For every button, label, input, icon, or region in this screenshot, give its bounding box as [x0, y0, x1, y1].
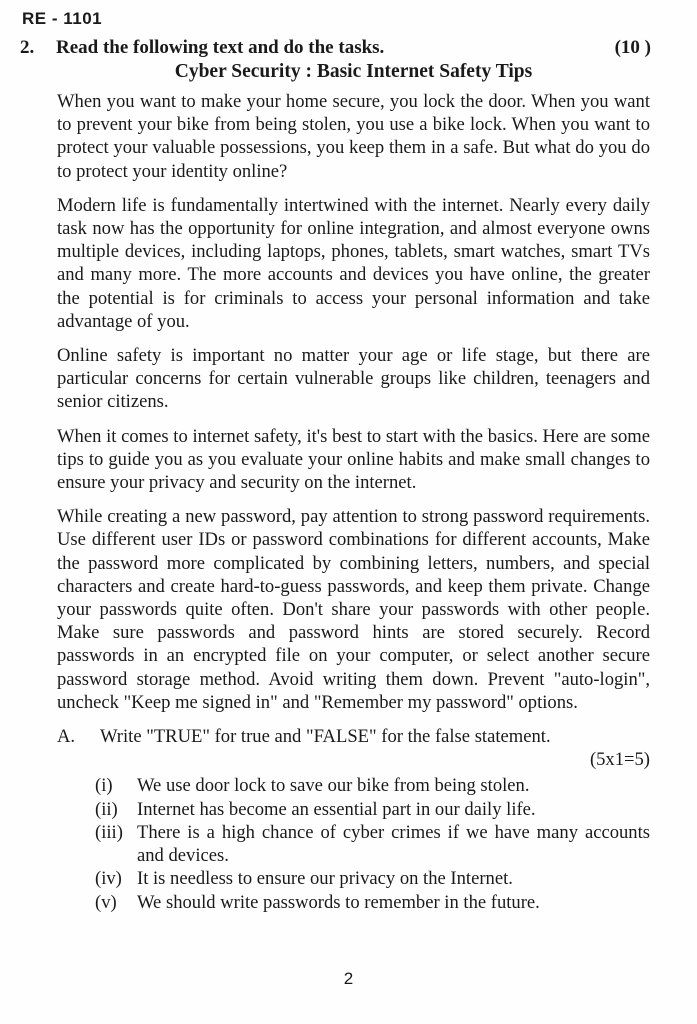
item-numeral: (iv): [95, 868, 122, 890]
question-content: [57, 60, 650, 914]
page-number: 2: [343, 969, 354, 988]
true-false-list: [57, 774, 650, 913]
list-item: [95, 891, 650, 914]
item-text: It is needless to ensure our privacy on the Internet.: [137, 868, 513, 890]
item-text: Internet has become an essential part in our daily life.: [137, 798, 536, 820]
item-numeral: (v): [95, 891, 117, 913]
item-text: There is a high chance of cyber crimes if we have many accounts and devices.: [137, 821, 650, 867]
item-numeral: (ii): [95, 798, 118, 820]
question-header: [20, 36, 651, 59]
list-item: [95, 867, 650, 890]
list-item: [95, 798, 650, 821]
list-item: [95, 821, 650, 867]
item-text: We should write passwords to remember in the future.: [137, 891, 540, 913]
passage-paragraph: When you want to make your home secure, you lock the door. When you want to prevent your bike from being stolen, you use a bike lock. When you want to protect your valuable possessions, you keep them in a safe. But what do you do to protect your identity online?: [57, 91, 650, 182]
passage-paragraph: When it comes to internet safety, it's best to start with the basics. Here are some tips to guide you as you evaluate your online habits and make small changes to ensure your privacy and security on the internet.: [57, 425, 650, 494]
question-instruction: Read the following text and do the tasks.: [56, 37, 385, 58]
item-numeral: (iii): [95, 821, 123, 843]
reading-passage: [57, 90, 650, 714]
paper-code: RE - 1101: [22, 9, 103, 28]
task-a-marks: (5x1=5): [589, 749, 650, 771]
item-numeral: (i): [95, 775, 113, 797]
passage-paragraph: Online safety is important no matter your age or life stage, but there are particular concerns for certain vulnerable groups like children, teenagers and senior citizens.: [57, 345, 650, 413]
question-number: 2.: [20, 37, 35, 58]
passage-title: Cyber Security : Basic Internet Safety Tips: [174, 61, 533, 82]
task-a-header: [57, 725, 650, 748]
passage-paragraph: While creating a new password, pay attention to strong password requirements. Use different user IDs or password combinations for different accounts, Make the password more complicated by combining letters, numbers, and special characters and create hard-to-guess passwords, and keep them private. Change your passwords quite often. Don't share your passwords with other people. Make sure passwords and password hints are stored securely. Record passwords in an encrypted file on your computer, or select another secure password storage method. Avoid writing them down. Prevent "auto-login", uncheck "Keep me signed in" and "Remember my password" options.: [57, 506, 650, 713]
list-item: [95, 774, 650, 797]
question-marks: (10 ): [614, 37, 651, 58]
task-a-section: [57, 725, 650, 914]
passage-paragraph: Modern life is fundamentally intertwined with the internet. Nearly every daily task now has the opportunity for online integration, and almost everyone owns multiple devices, including laptops, phones, tablets, smart watches, smart TVs and many more. The more accounts and devices you have online, the greater the potential is for criminals to access your personal information and take advantage of you.: [57, 194, 650, 332]
item-text: We use door lock to save our bike from being stolen.: [137, 775, 530, 797]
task-a-label: A.: [57, 726, 76, 748]
task-a-instruction: Write "TRUE" for true and "FALSE" for the false statement.: [100, 726, 551, 748]
